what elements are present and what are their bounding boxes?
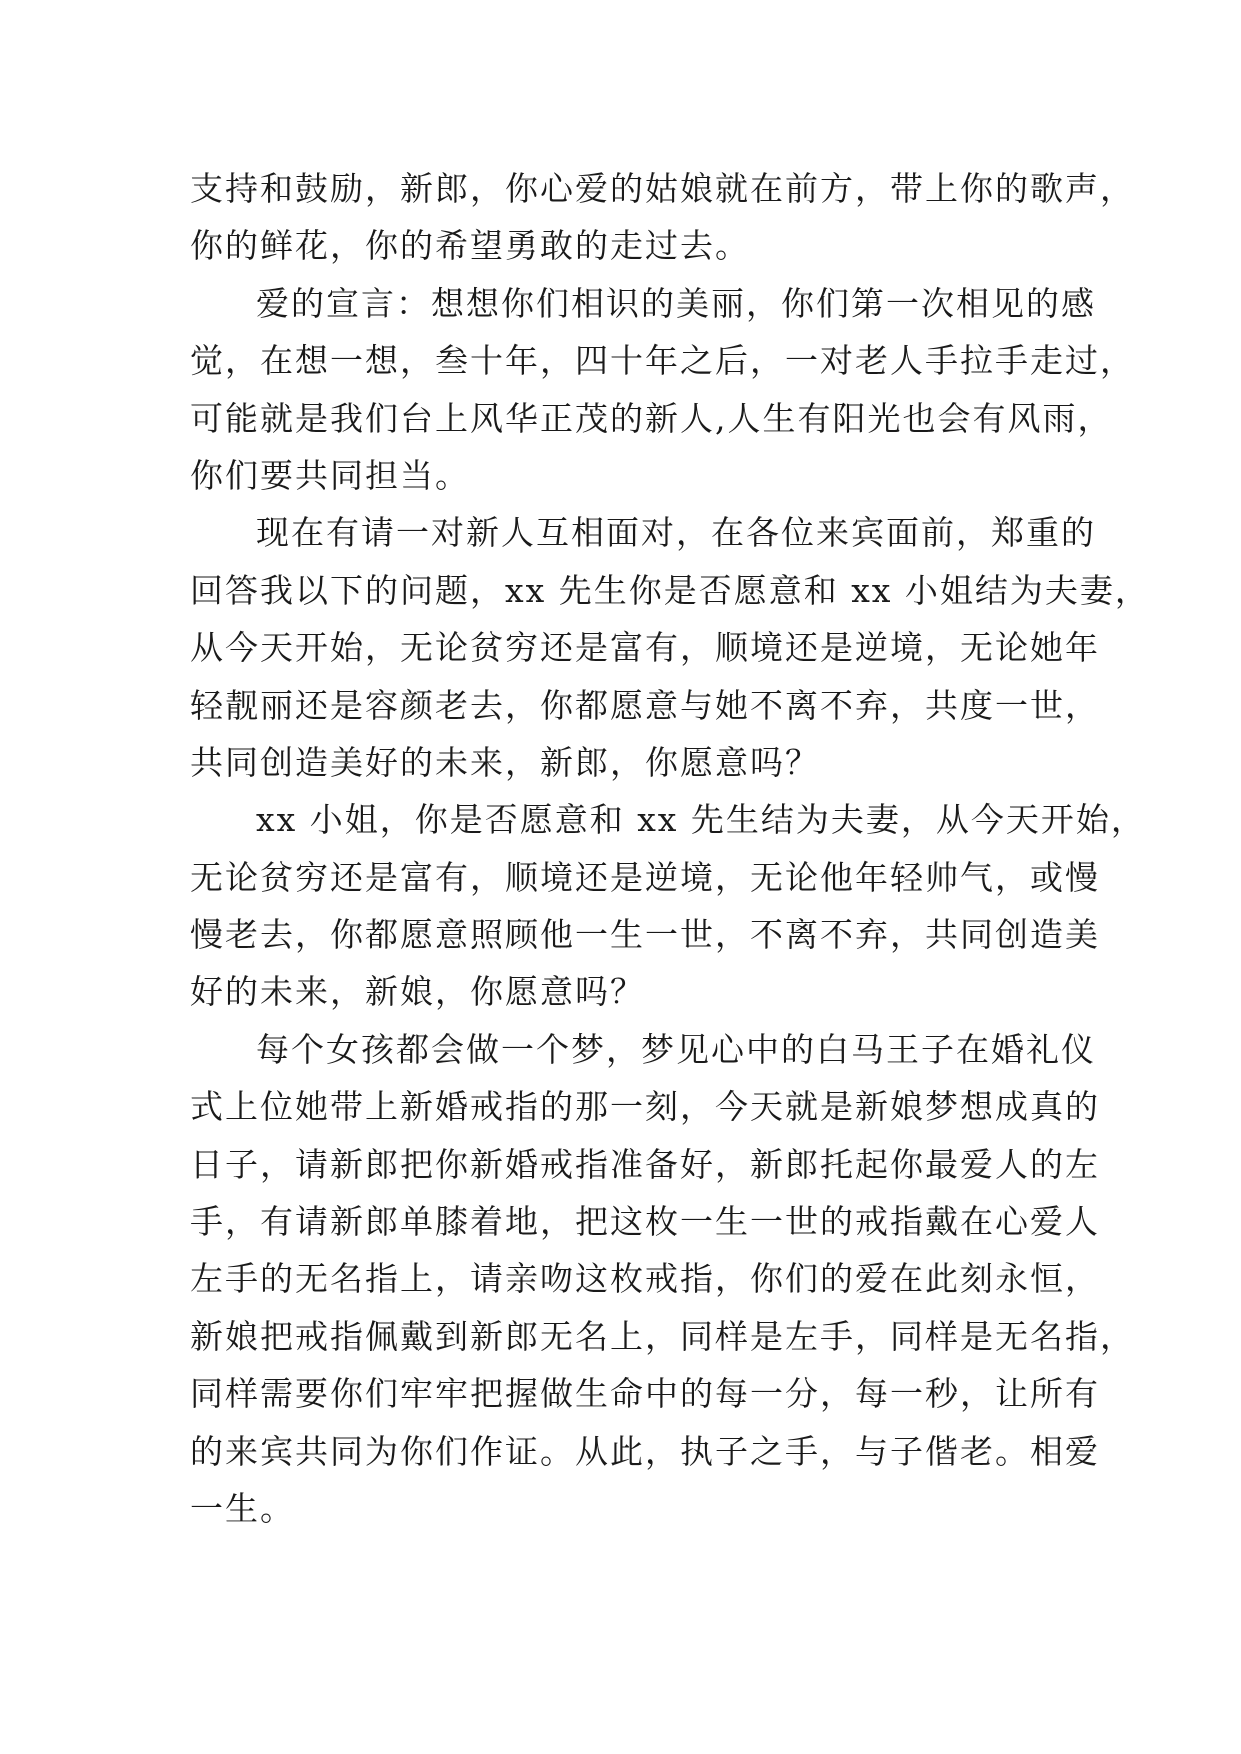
- text-line: 轻靓丽还是容颜老去，你都愿意与她不离不弃，共度一世，: [190, 685, 1100, 725]
- text-line: 慢老去，你都愿意照顾他一生一世，不离不弃，共同创造美: [190, 915, 1100, 955]
- text-line: 觉，在想一想，叁十年，四十年之后，一对老人手拉手走过，: [190, 341, 1135, 381]
- text-line: 可能就是我们台上风华正茂的新人,人生有阳光也会有风雨，: [190, 398, 1113, 438]
- text-line: 好的未来，新娘，你愿意吗？: [190, 972, 645, 1012]
- document-body: [190, 160, 1150, 1537]
- paragraph-first-line: 现在有请一对新人互相面对，在各位来宾面前，郑重的: [256, 513, 1096, 553]
- text-line: 回答我以下的问题，xx 先生你是否愿意和 xx 小姐结为夫妻，: [190, 570, 1150, 610]
- text-line: 一生。: [190, 1488, 295, 1528]
- text-line: 日子，请新郎把你新婚戒指准备好，新郎托起你最爱人的左: [190, 1144, 1100, 1184]
- text-line: 左手的无名指上，请亲吻这枚戒指，你们的爱在此刻永恒，: [190, 1259, 1100, 1299]
- text-line: 你们要共同担当。: [190, 455, 470, 495]
- text-line: 新娘把戒指佩戴到新郎无名上，同样是左手，同样是无名指，: [190, 1316, 1135, 1356]
- text-line: 式上位她带上新婚戒指的那一刻，今天就是新娘梦想成真的: [190, 1087, 1100, 1127]
- text-line: 同样需要你们牢牢把握做生命中的每一分，每一秒，让所有: [190, 1374, 1100, 1414]
- text-line: 支持和鼓励，新郎，你心爱的姑娘就在前方，带上你的歌声，: [190, 169, 1135, 208]
- text-line: 无论贫穷还是富有，顺境还是逆境，无论他年轻帅气，或慢: [190, 857, 1100, 897]
- text-line: 的来宾共同为你们作证。从此，执子之手，与子偕老。相爱: [190, 1431, 1100, 1471]
- paragraph-first-line: 爱的宣言：想想你们相识的美丽，你们第一次相见的感: [256, 283, 1096, 323]
- text-line: 手，有请新郎单膝着地，把这枚一生一世的戒指戴在心爱人: [190, 1202, 1100, 1242]
- text-line: 从今天开始，无论贫穷还是富有，顺境还是逆境，无论她年: [190, 628, 1100, 668]
- text-line: 共同创造美好的未来，新郎，你愿意吗？: [190, 742, 820, 782]
- paragraph-first-line: xx 小姐，你是否愿意和 xx 先生结为夫妻，从今天开始，: [256, 800, 1146, 840]
- paragraph-first-line: 每个女孩都会做一个梦，梦见心中的白马王子在婚礼仪: [256, 1029, 1096, 1069]
- text-line: 你的鲜花，你的希望勇敢的走过去。: [190, 226, 750, 266]
